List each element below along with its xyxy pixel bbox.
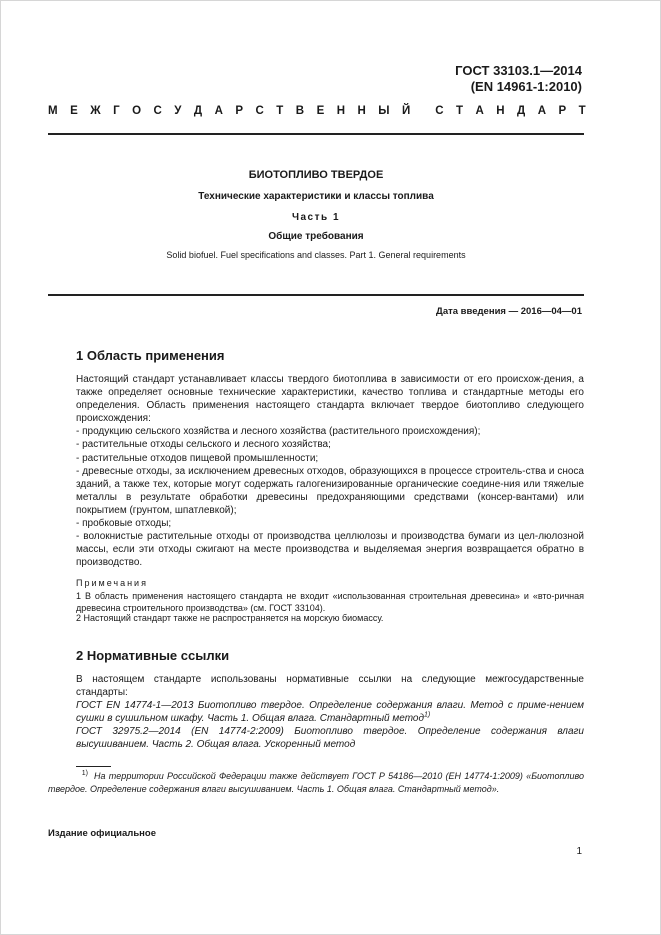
standard-type-letter: Ж xyxy=(90,105,101,117)
standard-type-letter: Р xyxy=(235,105,244,117)
standard-code: ГОСТ 33103.1—2014 xyxy=(455,63,582,78)
standard-type-letter: А xyxy=(537,105,547,117)
standard-type-letter: А xyxy=(214,105,223,117)
edition-label: Издание официальное xyxy=(48,828,156,839)
standard-type-letter: Т xyxy=(276,105,284,117)
standard-type-letter: Н xyxy=(496,105,505,117)
note-2: 2 Настоящий стандарт также не распространяется на морскую биомассу. xyxy=(76,613,384,623)
page-number: 1 xyxy=(576,846,582,857)
standard-type-letter: Т xyxy=(455,105,464,117)
reference-1-text: ГОСТ EN 14774-1—2013 Биотопливо твердое. Определение содержания влаги. Метод с приме-нением сушки в сушильном шкафу. Часть 1. Общая влага. Стандартный метод xyxy=(76,700,584,725)
standard-code-en: (EN 14961-1:2010) xyxy=(470,79,582,94)
standard-type-letter: С xyxy=(435,105,444,117)
list-item: - древесные отходы, за исключением древесных отходов, образующихся в процессе строитель-ства и сноса зданий, а также тех, которые могут содержать галогенизированные органические соедине-ния или тяжелые металлы в результате обработки древесины предохраняющими средствами (консер-вантами) или покрытием (грунтом, шпатлевкой); xyxy=(76,465,584,516)
standard-type-letter: С xyxy=(255,105,264,117)
standard-type-letter: М xyxy=(48,105,58,117)
standard-type-letter: Т xyxy=(578,105,586,117)
document-subtitle: Технические характеристики и классы топлива xyxy=(198,191,434,202)
reference-1 xyxy=(76,699,584,725)
list-item: - растительные отходов пищевой промышленности; xyxy=(76,452,319,464)
reference-2: ГОСТ 32975.2—2014 (EN 14774-2:2009) Биотопливо твердое. Определение содержания влаги высушиванием. Часть 2. Общая влага. Ускоренный метод xyxy=(76,726,584,751)
list-item: - растительные отходы сельского и лесного хозяйства; xyxy=(76,439,331,451)
document-title: БИОТОПЛИВО ТВЕРДОЕ xyxy=(248,169,384,181)
standard-type-letter: А xyxy=(475,105,484,117)
document-part: Часть 1 xyxy=(291,212,341,223)
standard-type-letter: У xyxy=(174,105,182,117)
standard-type-letter: Д xyxy=(517,105,526,117)
list-item: - продукцию сельского хозяйства и лесного хозяйства (растительного происхождения); xyxy=(76,426,481,438)
standard-type-letter: Д xyxy=(193,105,203,117)
title-rule xyxy=(48,294,584,296)
standard-type-letter: Е xyxy=(316,105,325,117)
standard-type-letter: С xyxy=(153,105,162,117)
document-part-title: Общие требования xyxy=(268,231,364,242)
section-1-heading: 1 Область применения xyxy=(76,348,225,363)
standard-type-title xyxy=(48,105,586,117)
footnote-ref[interactable]: 1) xyxy=(424,711,431,719)
document-english-title: Solid biofuel. Fuel specifications and classes. Part 1. General requirements xyxy=(166,250,466,260)
standard-type-letter: Р xyxy=(558,105,567,117)
standard-type-letter: Г xyxy=(113,105,120,117)
list-item: - волокнистые растительные отходы от производства целлюлозы и производства бумаги из цел-люлозной массы, если эти отходы сжигают на месте производства и выделяемая энергия возвращается обратно в производство. xyxy=(76,531,584,569)
section-2-heading: 2 Нормативные ссылки xyxy=(76,648,230,663)
footnote: $^{1)}$ На территории Российской Федерации также действует ГОСТ Р 54186—2010 (ЕН 14774-1:2009) «Биотопливо твердое. Определение содержания влаги высушиванием. Часть 1. Общая влага. Стандартный метод». xyxy=(48,770,584,794)
standard-type-letter: О xyxy=(132,105,142,117)
paragraph: В настоящем стандарте использованы нормативные ссылки на следующие межгосударственные стандарты: xyxy=(76,674,584,699)
standard-type-letter: В xyxy=(295,105,305,117)
list-item: - пробковые отходы; xyxy=(76,518,172,530)
paragraph: Настоящий стандарт устанавливает классы твердого биотоплива в зависимости от его происхож-дения, а также определяет основные технические характеристики, качество топлива и стандартные методы его определения. Область применения настоящего стандарта включает твердое биотопливо следующего происхождения: xyxy=(76,374,584,425)
standard-type-letter: Ы xyxy=(378,105,390,117)
standard-type-letter: Й xyxy=(402,105,411,117)
footnote-text: На территории Российской Федерации также действует ГОСТ Р 54186—2010 (ЕН 14774-1:2009) «Биотопливо твердое. Определение содержания влаги высушиванием. Часть 1. Общая влага. Стандартный метод». xyxy=(48,771,584,794)
standard-type-letter: Н xyxy=(357,105,366,117)
standard-type-letter: Н xyxy=(336,105,346,117)
header-rule xyxy=(48,133,584,135)
footnote-rule xyxy=(76,766,111,767)
section-2-body xyxy=(76,673,584,752)
section-1-body xyxy=(76,373,584,569)
note-1: 1 В область применения настоящего стандарта не входит «использованная строительная древесина» и «вто-ричная древесина строительного производства» (см. ГОСТ 33104). xyxy=(76,591,584,613)
notes-heading: Примечания xyxy=(76,578,148,588)
introduction-date: Дата введения — 2016—04—01 xyxy=(436,306,582,317)
standard-type-letter: Е xyxy=(70,105,78,117)
